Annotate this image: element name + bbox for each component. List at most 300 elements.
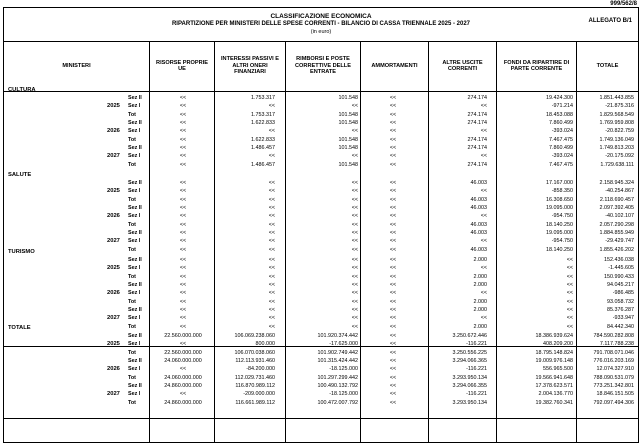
table-cell: 776.016.203.169 xyxy=(593,358,634,365)
table-cell: 101.548 xyxy=(338,161,358,168)
table-row xyxy=(4,197,638,205)
col-header-altre-uscite: ALTRE USCITE CORRENTI xyxy=(428,41,496,91)
table-cell: -40.102.107 xyxy=(605,213,634,220)
table-cell: 112.113.931.460 xyxy=(235,358,275,365)
table-cell: -29.429.747 xyxy=(605,238,634,245)
table-cell: -18.125.000 xyxy=(329,366,358,373)
table-row xyxy=(4,383,638,391)
table-cell: << xyxy=(268,282,275,289)
table-cell: 19.009.976.148 xyxy=(535,358,573,365)
document-code: 999/562/8 xyxy=(610,1,637,7)
title-block xyxy=(4,8,638,42)
table-cell: << xyxy=(389,298,397,305)
table-cell: << xyxy=(389,315,397,322)
table-row xyxy=(4,315,638,323)
table-cell: << xyxy=(268,298,275,305)
year-label: 2027 xyxy=(107,315,120,322)
table-cell: 17.167.000 xyxy=(546,180,573,186)
table-cell: << xyxy=(389,399,397,406)
table-cell: 101.315.424.442 xyxy=(317,358,358,365)
table-frame xyxy=(3,7,639,443)
table-row xyxy=(4,103,638,111)
section-label: Sez I xyxy=(128,315,141,322)
section-label: Tot xyxy=(128,136,136,143)
table-cell: << xyxy=(389,333,397,339)
table-row xyxy=(4,400,638,408)
ministry-name: SALUTE xyxy=(8,172,32,178)
year-label: 2025 xyxy=(107,341,120,348)
table-cell: 19.095.000 xyxy=(546,205,573,212)
table-cell: 24.060.000.000 xyxy=(164,358,202,365)
table-cell: << xyxy=(179,120,187,127)
table-cell: << xyxy=(480,265,487,272)
table-cell: 18.386.939.624 xyxy=(535,333,573,339)
section-label: Tot xyxy=(128,111,136,118)
table-cell: << xyxy=(179,315,187,322)
section-label: Sez I xyxy=(128,153,141,160)
table-cell: << xyxy=(179,391,187,398)
year-label: 2025 xyxy=(107,188,120,195)
table-cell: 3.250.556.225 xyxy=(452,349,487,356)
table-cell: << xyxy=(389,196,397,203)
table-cell: << xyxy=(389,180,397,186)
year-label: 2026 xyxy=(107,290,120,297)
table-row xyxy=(4,247,638,255)
table-cell: << xyxy=(389,230,397,237)
table-cell: << xyxy=(389,120,397,127)
table-cell: 3.293.950.134 xyxy=(452,374,487,381)
table-cell: 24.860.000.000 xyxy=(164,399,202,406)
table-cell: 106.070.038.060 xyxy=(234,349,275,356)
table-cell: 1.749.136.049 xyxy=(599,136,634,143)
table-cell: << xyxy=(566,282,573,289)
table-cell: << xyxy=(179,282,187,289)
table-cell: 1.884.855.949 xyxy=(599,230,634,237)
table-cell: 7.860.499 xyxy=(549,120,573,127)
table-cell: 1.622.833 xyxy=(251,120,275,127)
table-cell: 791.708.071.046 xyxy=(593,349,634,356)
table-cell: << xyxy=(179,221,187,228)
table-cell: 7.860.499 xyxy=(549,145,573,152)
table-cell: 800.000 xyxy=(255,341,275,348)
table-cell: 46.003 xyxy=(470,221,487,228)
table-cell: 150.990.433 xyxy=(604,273,634,280)
table-row xyxy=(4,391,638,399)
col-header-ammortamenti: AMMORTAMENTI xyxy=(360,41,428,91)
table-cell: << xyxy=(566,323,573,330)
table-cell: << xyxy=(268,323,275,330)
table-cell: 24.860.000.000 xyxy=(164,383,202,390)
table-cell: << xyxy=(179,230,187,237)
col-header-fondi: FONDI DA RIPARTIRE DI PARTE CORRENTE xyxy=(496,41,576,91)
table-cell: 94.045.217 xyxy=(607,282,634,289)
table-cell: << xyxy=(351,221,358,228)
section-label: Sez II xyxy=(128,358,142,365)
table-cell: -1.445.605 xyxy=(608,265,634,272)
section-label: Sez I xyxy=(128,341,141,348)
table-row xyxy=(4,180,638,188)
col-header-ministeri: MINISTERI xyxy=(62,62,91,69)
table-cell: << xyxy=(389,265,397,272)
table-cell: -20.822.759 xyxy=(605,128,634,135)
section-label: Tot xyxy=(128,273,136,280)
table-cell: 2.004.136.770 xyxy=(538,391,573,398)
section-label: Sez II xyxy=(128,257,142,263)
table-cell: << xyxy=(480,290,487,297)
table-cell: 2.000 xyxy=(473,298,487,305)
table-cell: 2.158.945.324 xyxy=(599,180,634,186)
table-cell: << xyxy=(351,180,358,186)
table-cell: << xyxy=(268,307,275,314)
table-cell: << xyxy=(389,358,397,365)
table-cell: << xyxy=(268,221,275,228)
table-cell: << xyxy=(179,161,187,168)
section-label: Sez II xyxy=(128,180,142,186)
table-cell: << xyxy=(389,128,397,135)
table-cell: 101.548 xyxy=(338,145,358,152)
table-cell: << xyxy=(389,238,397,245)
table-cell: << xyxy=(268,205,275,212)
table-cell: << xyxy=(389,323,397,330)
table-cell: -84.200.000 xyxy=(246,366,275,373)
table-cell: << xyxy=(179,257,187,263)
table-row xyxy=(4,128,638,136)
table-cell: << xyxy=(268,213,275,220)
table-cell: << xyxy=(480,315,487,322)
table-cell: << xyxy=(389,221,397,228)
table-cell: << xyxy=(179,188,187,195)
section-label: Sez I xyxy=(128,213,141,220)
section-label: Tot xyxy=(128,298,136,305)
table-row xyxy=(4,282,638,290)
table-cell: << xyxy=(351,307,358,314)
table-cell: 46.003 xyxy=(470,196,487,203)
col-header-rimborsi: RIMBORSI E POSTE CORRETTIVE DELLE ENTRATE xyxy=(285,41,360,91)
col-header-risorse-ue: RISORSE PROPRIE UE xyxy=(149,41,214,91)
table-cell: 101.920.374.442 xyxy=(317,333,358,339)
table-row xyxy=(4,307,638,315)
table-cell: << xyxy=(351,230,358,237)
section-label: Tot xyxy=(128,196,136,203)
table-row xyxy=(4,265,638,273)
table-cell: 788.090.531.079 xyxy=(593,374,634,381)
table-cell: << xyxy=(480,213,487,220)
table-cell: 7.117.788.238 xyxy=(599,341,634,348)
table-cell: -971.214 xyxy=(551,103,573,110)
table-cell: << xyxy=(351,290,358,297)
table-cell: << xyxy=(389,246,397,253)
table-cell: 112.029.731.460 xyxy=(234,374,275,381)
table-cell: << xyxy=(389,383,397,390)
table-cell: << xyxy=(268,153,275,160)
table-cell: << xyxy=(179,103,187,110)
table-cell: << xyxy=(179,323,187,330)
table-cell: 1.855.426.202 xyxy=(599,246,634,253)
table-cell: << xyxy=(179,246,187,253)
section-label: Sez II xyxy=(128,282,142,289)
table-cell: << xyxy=(389,205,397,212)
table-cell: << xyxy=(351,246,358,253)
section-label: Sez I xyxy=(128,103,141,110)
year-label: 2026 xyxy=(107,213,120,220)
table-cell: << xyxy=(351,205,358,212)
table-cell: 116.661.989.112 xyxy=(235,399,275,406)
table-cell: << xyxy=(268,290,275,297)
section-label: Sez I xyxy=(128,366,141,373)
table-cell: 1.851.443.855 xyxy=(599,95,634,101)
table-cell: 18.846.151.505 xyxy=(596,391,634,398)
table-cell: << xyxy=(351,298,358,305)
table-cell: -116.221 xyxy=(466,341,487,348)
section-label: Sez II xyxy=(128,307,142,314)
year-label: 2026 xyxy=(107,366,120,373)
table-cell: 2.097.392.405 xyxy=(599,205,634,212)
table-cell: 18.453.088 xyxy=(546,111,573,118)
table-cell: << xyxy=(268,188,275,195)
table-cell: 18.795.148.824 xyxy=(535,349,573,356)
table-cell: << xyxy=(179,153,187,160)
table-row xyxy=(4,375,638,383)
table-cell: 116.870.989.112 xyxy=(235,383,275,390)
table-row xyxy=(4,95,638,103)
table-cell: << xyxy=(179,213,187,220)
table-cell: 19.382.760.341 xyxy=(535,399,573,406)
col-header-totale: TOTALE xyxy=(576,41,638,91)
table-cell: 1.729.638.111 xyxy=(600,161,634,168)
ministry-name: CULTURA xyxy=(8,87,36,93)
table-cell: << xyxy=(389,341,397,348)
table-row xyxy=(4,366,638,374)
table-cell: 784.590.282.808 xyxy=(593,333,634,339)
table-cell: -209.000.000 xyxy=(243,391,275,398)
table-cell: 3.250.672.446 xyxy=(452,333,487,339)
table-cell: << xyxy=(351,103,358,110)
table-cell: 274.174 xyxy=(467,161,487,168)
section-label: Sez I xyxy=(128,188,141,195)
table-cell: 46.003 xyxy=(470,230,487,237)
ministry-name: TOTALE xyxy=(8,325,31,331)
table-cell: << xyxy=(566,290,573,297)
section-label: Sez II xyxy=(128,230,142,237)
table-cell: << xyxy=(351,188,358,195)
table-cell: << xyxy=(389,374,397,381)
table-cell: 101.548 xyxy=(338,136,358,143)
table-cell: 1.769.959.808 xyxy=(599,120,634,127)
table-cell: << xyxy=(351,238,358,245)
table-row xyxy=(4,213,638,221)
table-cell: << xyxy=(268,230,275,237)
section-label: Tot xyxy=(128,399,136,406)
year-label: 2026 xyxy=(107,128,120,135)
table-row xyxy=(4,341,638,349)
table-cell: << xyxy=(480,103,487,110)
table-cell: << xyxy=(389,153,397,160)
table-cell: << xyxy=(480,128,487,135)
table-cell: << xyxy=(268,180,275,186)
table-cell: << xyxy=(351,196,358,203)
table-cell: 101.902.749.442 xyxy=(317,349,358,356)
table-cell: << xyxy=(179,366,187,373)
table-row xyxy=(4,324,638,332)
table-cell: << xyxy=(566,298,573,305)
table-cell: 152.436.038 xyxy=(604,257,634,263)
unit-note: (in euro) xyxy=(310,29,332,35)
table-cell: << xyxy=(268,273,275,280)
table-cell: -393.024 xyxy=(551,153,573,160)
table-cell: -20.175.092 xyxy=(605,153,634,160)
table-cell: -18.125.000 xyxy=(329,391,358,398)
table-cell: << xyxy=(179,341,187,348)
table-cell: 7.467.475 xyxy=(549,161,573,168)
table-cell: 19.566.941.648 xyxy=(535,374,573,381)
table-cell: 101.548 xyxy=(338,120,358,127)
table-cell: << xyxy=(179,265,187,272)
table-cell: -393.024 xyxy=(551,128,573,135)
section-label: Tot xyxy=(128,221,136,228)
table-cell: 46.003 xyxy=(470,205,487,212)
table-cell: << xyxy=(179,128,187,135)
section-label: Tot xyxy=(128,323,136,330)
section-label: Tot xyxy=(128,374,136,381)
section-label: Sez I xyxy=(128,391,141,398)
section-label: Tot xyxy=(128,161,136,168)
table-cell: 7.467.475 xyxy=(549,136,573,143)
table-cell: << xyxy=(389,103,397,110)
table-cell: 93.058.732 xyxy=(607,298,634,305)
table-row xyxy=(4,230,638,238)
table-cell: << xyxy=(351,323,358,330)
table-cell: -17.625.000 xyxy=(329,341,358,348)
table-cell: 408.209.200 xyxy=(543,341,573,348)
year-label: 2027 xyxy=(107,153,120,160)
table-cell: << xyxy=(179,307,187,314)
ministry-name: TURISMO xyxy=(8,249,35,255)
table-cell: << xyxy=(389,145,397,152)
table-cell: << xyxy=(351,153,358,160)
table-cell: 274.174 xyxy=(467,111,487,118)
section-label: Sez II xyxy=(128,120,142,127)
year-label: 2025 xyxy=(107,265,120,272)
table-cell: 22.560.000.000 xyxy=(164,349,202,356)
table-cell: << xyxy=(179,95,187,101)
table-cell: -116.221 xyxy=(466,366,487,373)
table-cell: << xyxy=(389,136,397,143)
table-cell: 46.003 xyxy=(470,246,487,253)
table-row xyxy=(4,137,638,145)
table-cell: 3.293.950.134 xyxy=(452,399,487,406)
table-row xyxy=(4,222,638,230)
table-cell: << xyxy=(351,257,358,263)
table-cell: << xyxy=(351,282,358,289)
section-label: Sez II xyxy=(128,383,142,390)
table-cell: << xyxy=(268,246,275,253)
table-cell: -858.350 xyxy=(551,188,573,195)
table-cell: << xyxy=(566,257,573,263)
section-label: Sez II xyxy=(128,145,142,152)
table-cell: 1.486.457 xyxy=(251,145,275,152)
table-cell: << xyxy=(179,298,187,305)
table-cell: 1.486.457 xyxy=(251,161,275,168)
table-cell: << xyxy=(179,136,187,143)
table-cell: << xyxy=(389,111,397,118)
table-cell: 2.000 xyxy=(473,323,487,330)
table-cell: 2.000 xyxy=(473,307,487,314)
table-cell: << xyxy=(179,290,187,297)
table-cell: 17.378.623.571 xyxy=(535,383,573,390)
table-cell: << xyxy=(179,180,187,186)
table-cell: 19.424.300 xyxy=(546,95,573,101)
table-cell: << xyxy=(268,315,275,322)
table-row xyxy=(4,299,638,307)
table-cell: 274.174 xyxy=(467,95,487,101)
table-cell: 101.548 xyxy=(338,95,358,101)
table-cell: 16.308.650 xyxy=(546,196,573,203)
table-cell: << xyxy=(179,273,187,280)
table-row xyxy=(4,274,638,282)
table-cell: 2.000 xyxy=(473,257,487,263)
table-cell: 3.294.066.365 xyxy=(452,358,487,365)
section-label: Tot xyxy=(128,349,136,356)
table-cell: << xyxy=(179,111,187,118)
table-cell: << xyxy=(389,95,397,101)
table-row xyxy=(4,112,638,120)
table-row xyxy=(4,120,638,128)
table-cell: 12.074.327.910 xyxy=(596,366,634,373)
table-cell: 101.297.299.442 xyxy=(317,374,358,381)
table-cell: << xyxy=(389,366,397,373)
year-label: 2027 xyxy=(107,391,120,398)
table-cell: 100.490.132.792 xyxy=(317,383,358,390)
table-cell: 792.097.494.306 xyxy=(593,399,634,406)
table-cell: << xyxy=(389,282,397,289)
table-cell: << xyxy=(179,238,187,245)
table-cell: 46.003 xyxy=(470,180,487,186)
table-cell: -40.254.867 xyxy=(605,188,634,195)
table-cell: << xyxy=(566,307,573,314)
table-row xyxy=(4,350,638,358)
table-cell: 85.376.287 xyxy=(607,307,634,314)
table-cell: 24.060.000.000 xyxy=(164,374,202,381)
table-row xyxy=(4,257,638,265)
table-cell: << xyxy=(268,196,275,203)
table-cell: 2.000 xyxy=(473,273,487,280)
table-cell: << xyxy=(389,391,397,398)
document-title: CLASSIFICAZIONE ECONOMICA xyxy=(270,13,372,20)
table-cell: << xyxy=(389,290,397,297)
table-cell: << xyxy=(351,128,358,135)
table-cell: -116.221 xyxy=(466,391,487,398)
table-cell: 19.095.000 xyxy=(546,230,573,237)
table-cell: 773.251.342.801 xyxy=(593,383,634,390)
table-cell: << xyxy=(389,213,397,220)
table-cell: -21.875.316 xyxy=(605,103,634,110)
table-cell: 101.548 xyxy=(338,111,358,118)
section-label: Sez II xyxy=(128,205,142,212)
table-cell: << xyxy=(389,188,397,195)
table-cell: << xyxy=(389,273,397,280)
table-cell: 274.174 xyxy=(467,136,487,143)
table-cell: << xyxy=(566,273,573,280)
table-cell: 84.442.340 xyxy=(607,323,634,330)
section-label: Tot xyxy=(128,246,136,253)
table-row xyxy=(4,358,638,366)
table-cell: 1.622.833 xyxy=(251,136,275,143)
table-cell: << xyxy=(389,349,397,356)
col-header-interessi: INTERESSI PASSIVI E ALTRI ONERI FINANZIARI xyxy=(214,41,285,91)
section-label: Sez I xyxy=(128,290,141,297)
table-row xyxy=(4,238,638,246)
table-cell: 2.000 xyxy=(473,282,487,289)
